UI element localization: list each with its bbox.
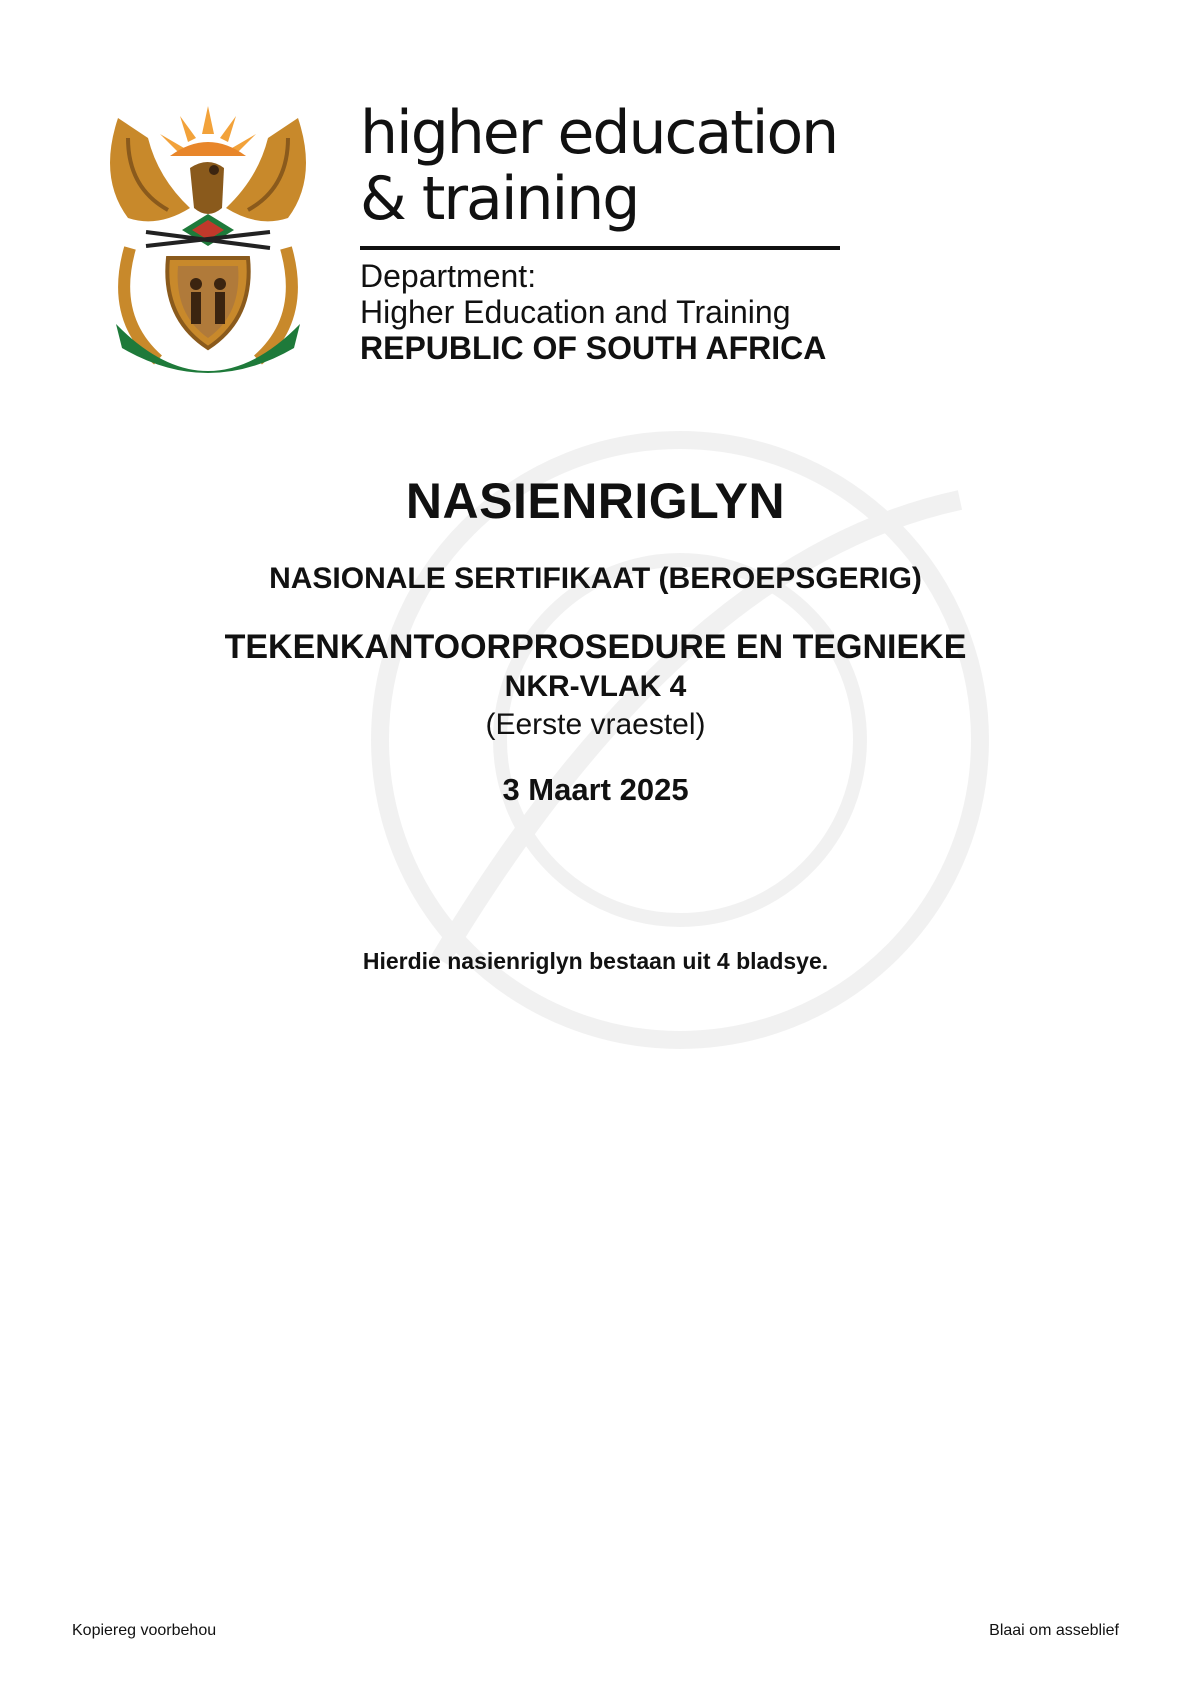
exam-date: 3 Maart 2025 bbox=[502, 772, 689, 807]
department-full-name: Higher Education and Training bbox=[360, 294, 791, 330]
document-title: NASIENRIGLYN bbox=[405, 473, 786, 529]
copyright-note: Kopiereg voorbehou bbox=[72, 1622, 217, 1639]
coat-of-arms-icon bbox=[98, 98, 318, 388]
header-divider bbox=[360, 246, 840, 250]
department-name-line1: higher education bbox=[360, 98, 838, 168]
subject-name: TEKENKANTOORPROSEDURE EN TEGNIEKE bbox=[224, 628, 967, 666]
department-name-line2: & training bbox=[360, 164, 639, 234]
certificate-name: NASIONALE SERTIFIKAAT (BEROEPSGERIG) bbox=[269, 562, 922, 595]
department-header bbox=[360, 100, 850, 366]
nqf-level: NKR-VLAK 4 bbox=[504, 670, 687, 703]
turn-over-note: Blaai om asseblief bbox=[989, 1622, 1119, 1639]
paper-number: (Eerste vraestel) bbox=[485, 708, 706, 741]
country-name: REPUBLIC OF SOUTH AFRICA bbox=[360, 330, 827, 366]
department-label: Department: bbox=[360, 258, 537, 294]
page-count-note: Hierdie nasienriglyn bestaan uit 4 bladsye. bbox=[362, 948, 829, 974]
